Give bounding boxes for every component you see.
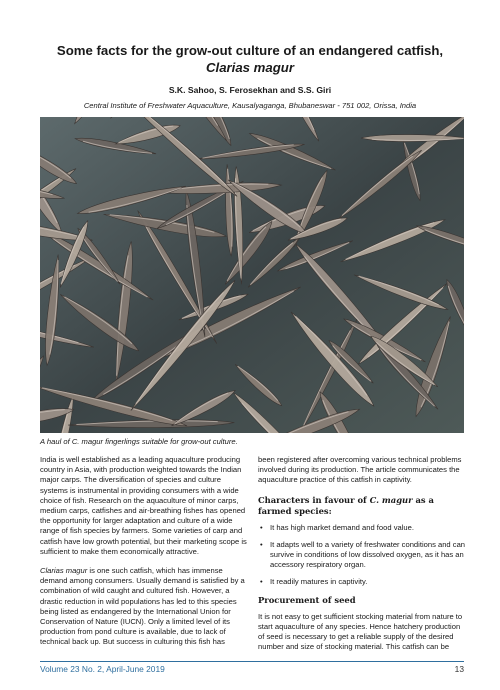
article-title: Some facts for the grow-out culture of an endangered catfish, [56,43,444,58]
paragraph: Clarias magur is one such catfish, which has immense demand among consumers. Usually demand is satisfied by a combination of wild caught and cultured fish. However, a drastic reduction in wild populations has led to this species being listed as endangered by the International Union for Conservation of Nature (IUCN). Only a limited level of its production from pond culture is available, due to lack of technical back up. But success in culturing this fish has [40,566,245,647]
left-column [40,455,248,657]
list-item: • It readily matures in captivity. [260,577,368,587]
affiliation: Central Institute of Freshwater Aquaculture, Kausalyaganga, Bhubaneswar - 751 002, Orissa, India [83,101,417,110]
authors: S.K. Sahoo, S. Ferosekhan and S.S. Giri [168,85,332,95]
figure-caption: A haul of C. magur fingerlings suitable for grow-out culture. [40,437,238,446]
page-number: 13 [454,664,464,674]
bullet-icon: • [260,577,263,587]
bullet-icon: • [260,522,263,532]
footer-divider [40,661,464,662]
catfish-photo [40,117,464,433]
paragraph: It is not easy to get sufficient stocking material from nature to start aquaculture of any species. Hence hatchery production of seed is necessary to get a reliable supply of the desired number and size of stocking material. This catfish can be [258,611,463,652]
issue-label: Volume 23 No. 2, April-June 2019 [40,664,165,674]
list-item: • It has high market demand and food value. [260,522,414,532]
paragraph: India is well established as a leading aquaculture producing country in Asia, with production weighted towards the Indian major carps. The diversification of species and culture systems is instrumental in providing consumers with a wide choice of fish. Research on the aquaculture of minor carps, medium carps, catfishes and air-breathing fishes has opened the opportunity for larger adaptation and culture of a wide range of fish species by farmers. Some varieties of carp and catfish have low growth potential, but their marketing scope is sufficient to make them economically attractive. [40,455,247,556]
section-heading: Procurement of seed [258,594,356,605]
section-heading: Characters in favour of C. magur as a farmed species: [258,494,434,516]
article-title-species: Clarias magur [206,60,294,75]
list-item: • It adapts well to a variety of freshwater conditions and can survive in conditions of low dissolved oxygen, as it has an accessory respiratory organ. [260,539,466,570]
paragraph: been registered after overcoming various technical problems involved during its production. The article communicates the aquaculture practice of this catfish in captivity. [258,455,462,485]
bullet-icon: • [260,539,263,549]
right-column [258,455,466,661]
